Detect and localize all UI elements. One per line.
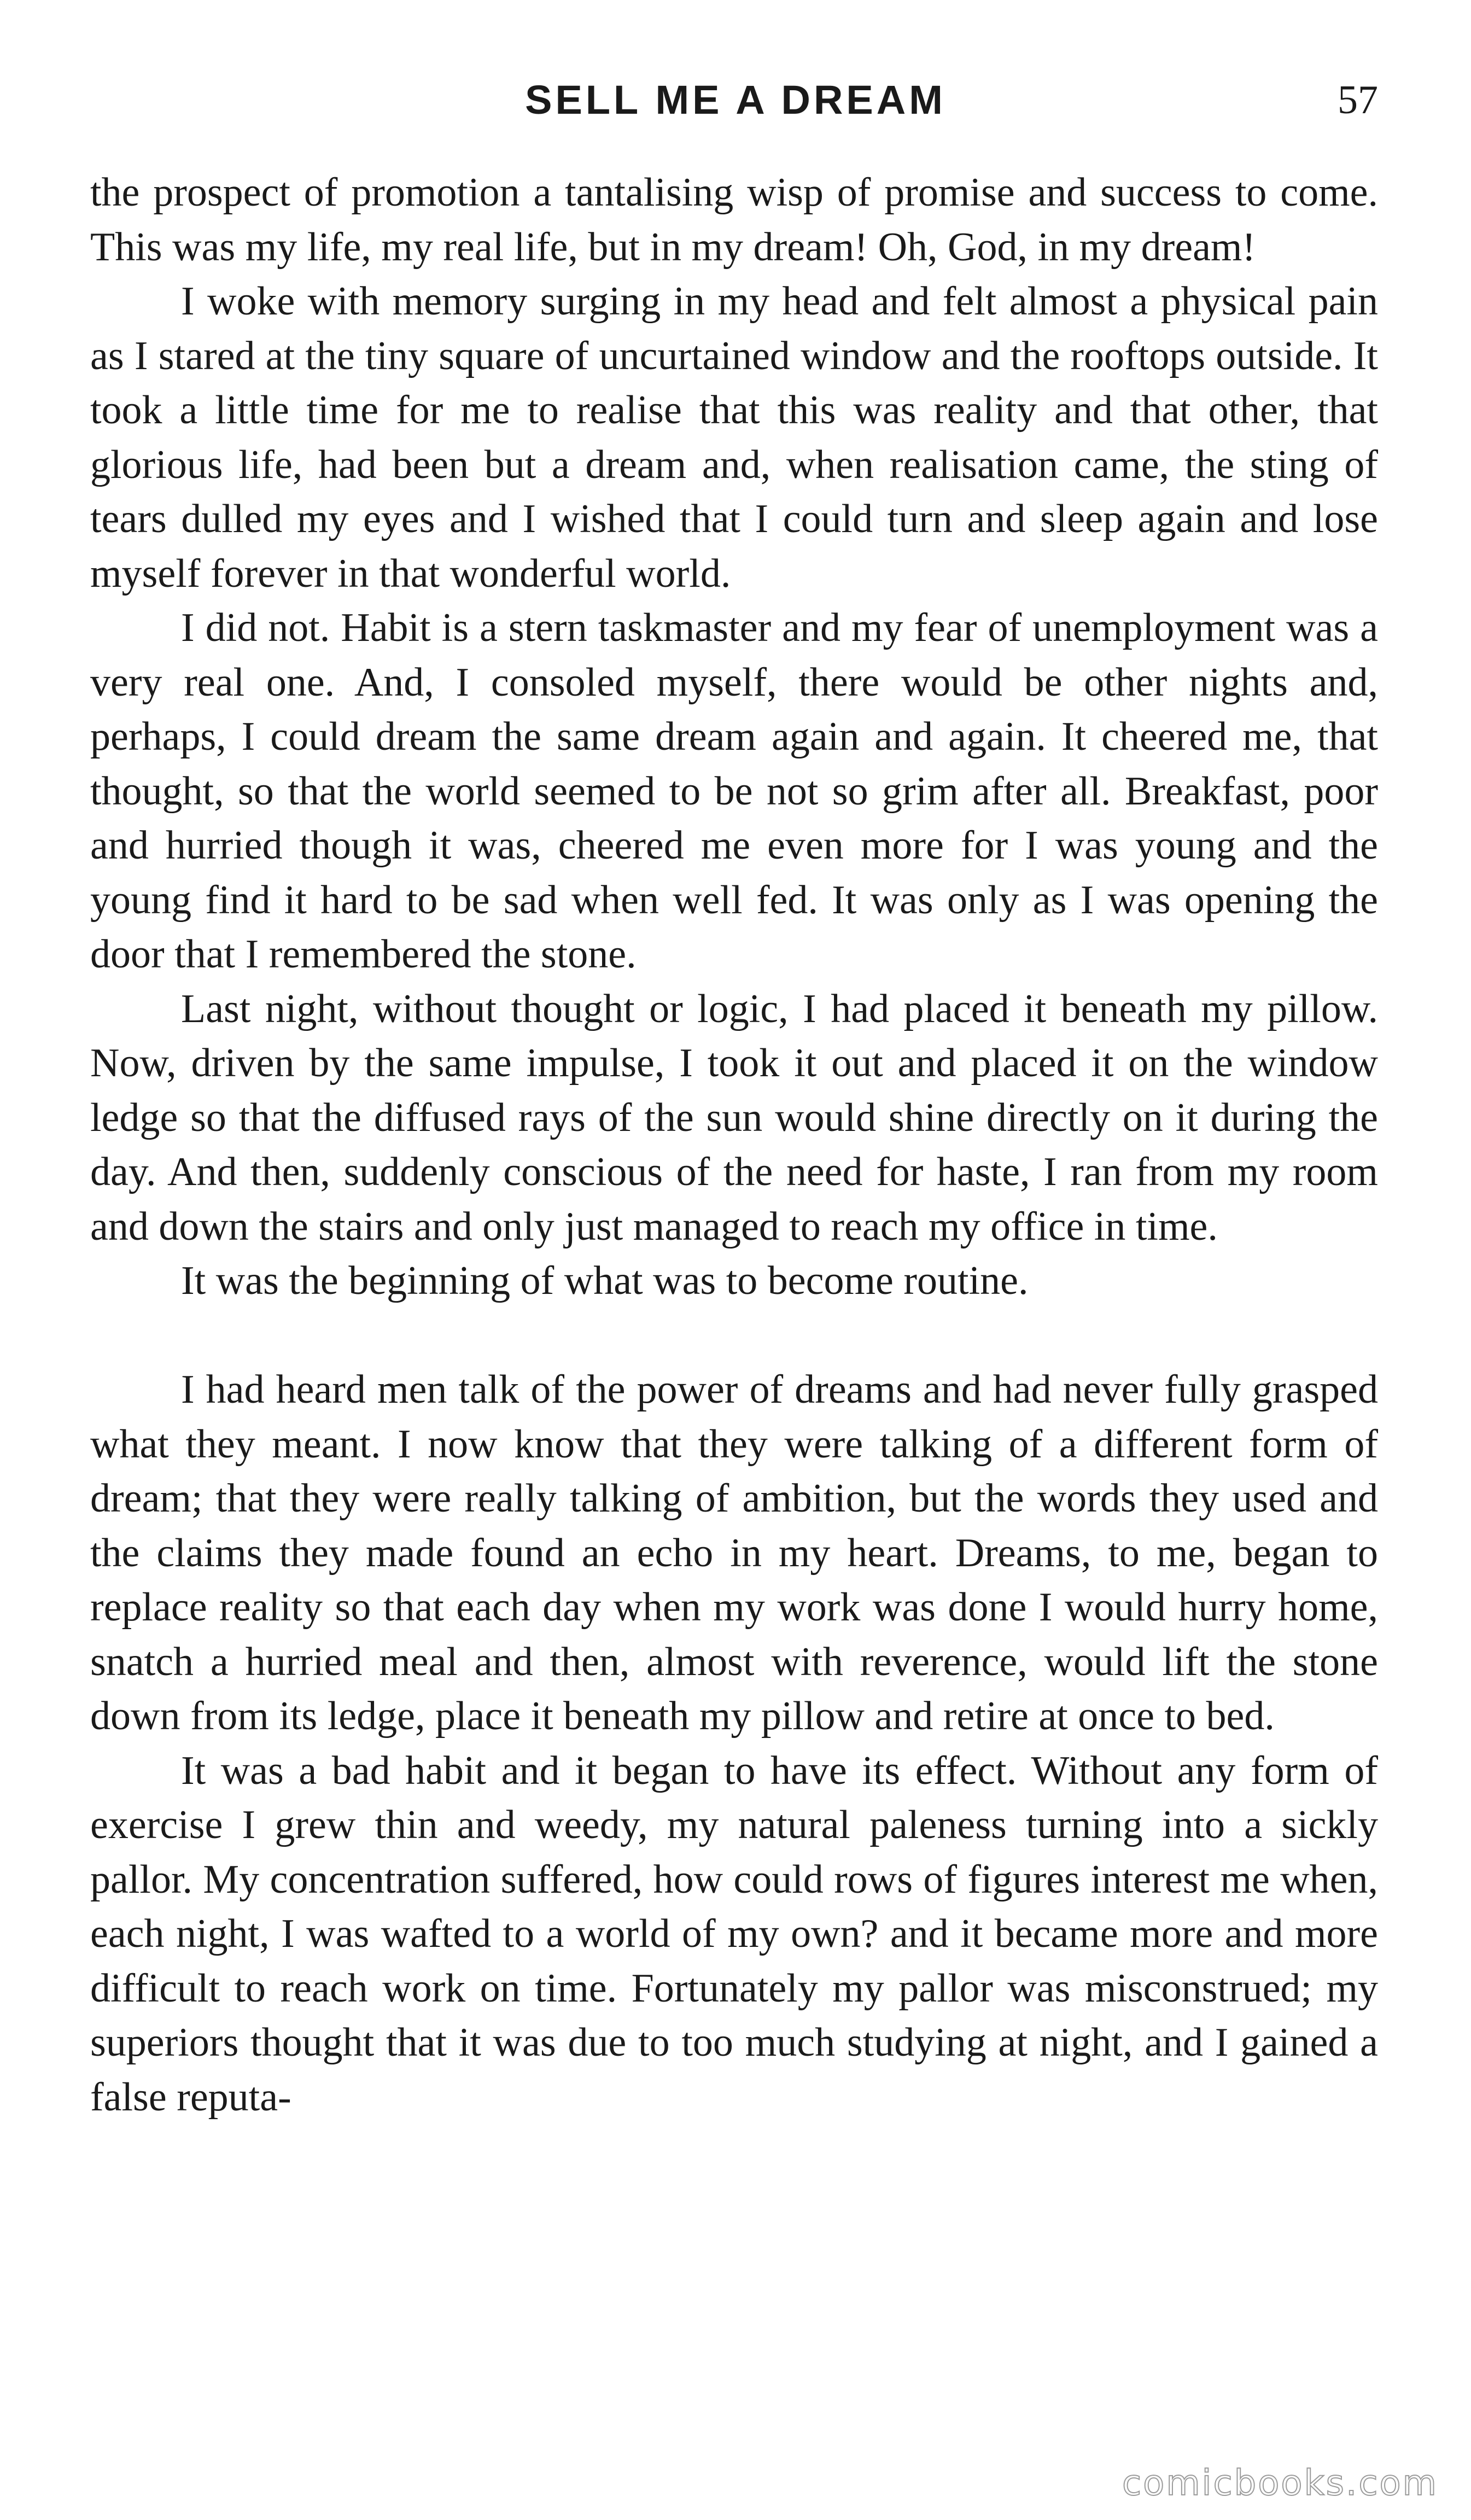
watermark: comicbooks.com: [1122, 2463, 1438, 2504]
paragraph: It was a bad habit and it began to have its effect. Without any form of exercise I grew thin and weedy, my natural paleness turning into a sickly pallor. My concentration suffered, how could rows of figures interest me when, each night, I was wafted to a world of my own? and it became more and more difficult to reach work on time. Fortunately my pallor was misconstrued; my superiors thought that it was due to too much studying at night, and I gained a false reputa-: [90, 1748, 1378, 2120]
paragraph-continued: the prospect of promotion a tantalising wisp of promise and success to come. This was my life, my real life, but in my dream! Oh, God, in my dream!: [90, 170, 1378, 270]
section-break: [90, 1309, 1378, 1363]
paragraph: It was the beginning of what was to become routine.: [181, 1258, 1029, 1303]
paragraph: I did not. Habit is a stern taskmaster and my fear of unemployment was a very real one. And, I consoled myself, there would be other nights and, perhaps, I could dream the same dream again and again. It cheered me, that thought, so that the world seemed to be not so grim after all. Breakfast, poor and hurried though it was, cheered me even more for I was young and the young find it hard to be sad when well fed. It was only as I was opening the door that I remembered the stone.: [90, 605, 1378, 977]
running-title: SELL ME A DREAM: [525, 77, 946, 122]
running-header: [0, 70, 1471, 130]
paragraph: Last night, without thought or logic, I had placed it beneath my pillow. Now, driven by the same impulse, I took it out and placed it on the window ledge so that the diffused rays of the sun would shine directly on it during the day. And then, suddenly conscious of the need for haste, I ran from my room and down the stairs and only just managed to reach my office in time.: [90, 986, 1378, 1249]
paragraph: I woke with memory surging in my head and felt almost a physical pain as I stared at the tiny square of uncurtained window and the rooftops outside. It took a little time for me to realise that this was reality and that other, that glorious life, had been but a dream and, when realisation came, the sting of tears dulled my eyes and I wished that I could turn and sleep again and lose myself forever in that wonderful world.: [90, 279, 1378, 596]
page-number: 57: [1338, 78, 1378, 122]
body-text: [90, 166, 1378, 2125]
paragraph: I had heard men talk of the power of dreams and had never fully grasped what they meant. I now know that they were talking of a different form of dream; that they were really talking of ambition, but the words they used and the claims they made found an echo in my heart. Dreams, to me, began to replace reality so that each day when my work was done I would hurry home, snatch a hurried meal and then, almost with reverence, would lift the stone down from its ledge, place it beneath my pillow and retire at once to bed.: [90, 1367, 1378, 1739]
